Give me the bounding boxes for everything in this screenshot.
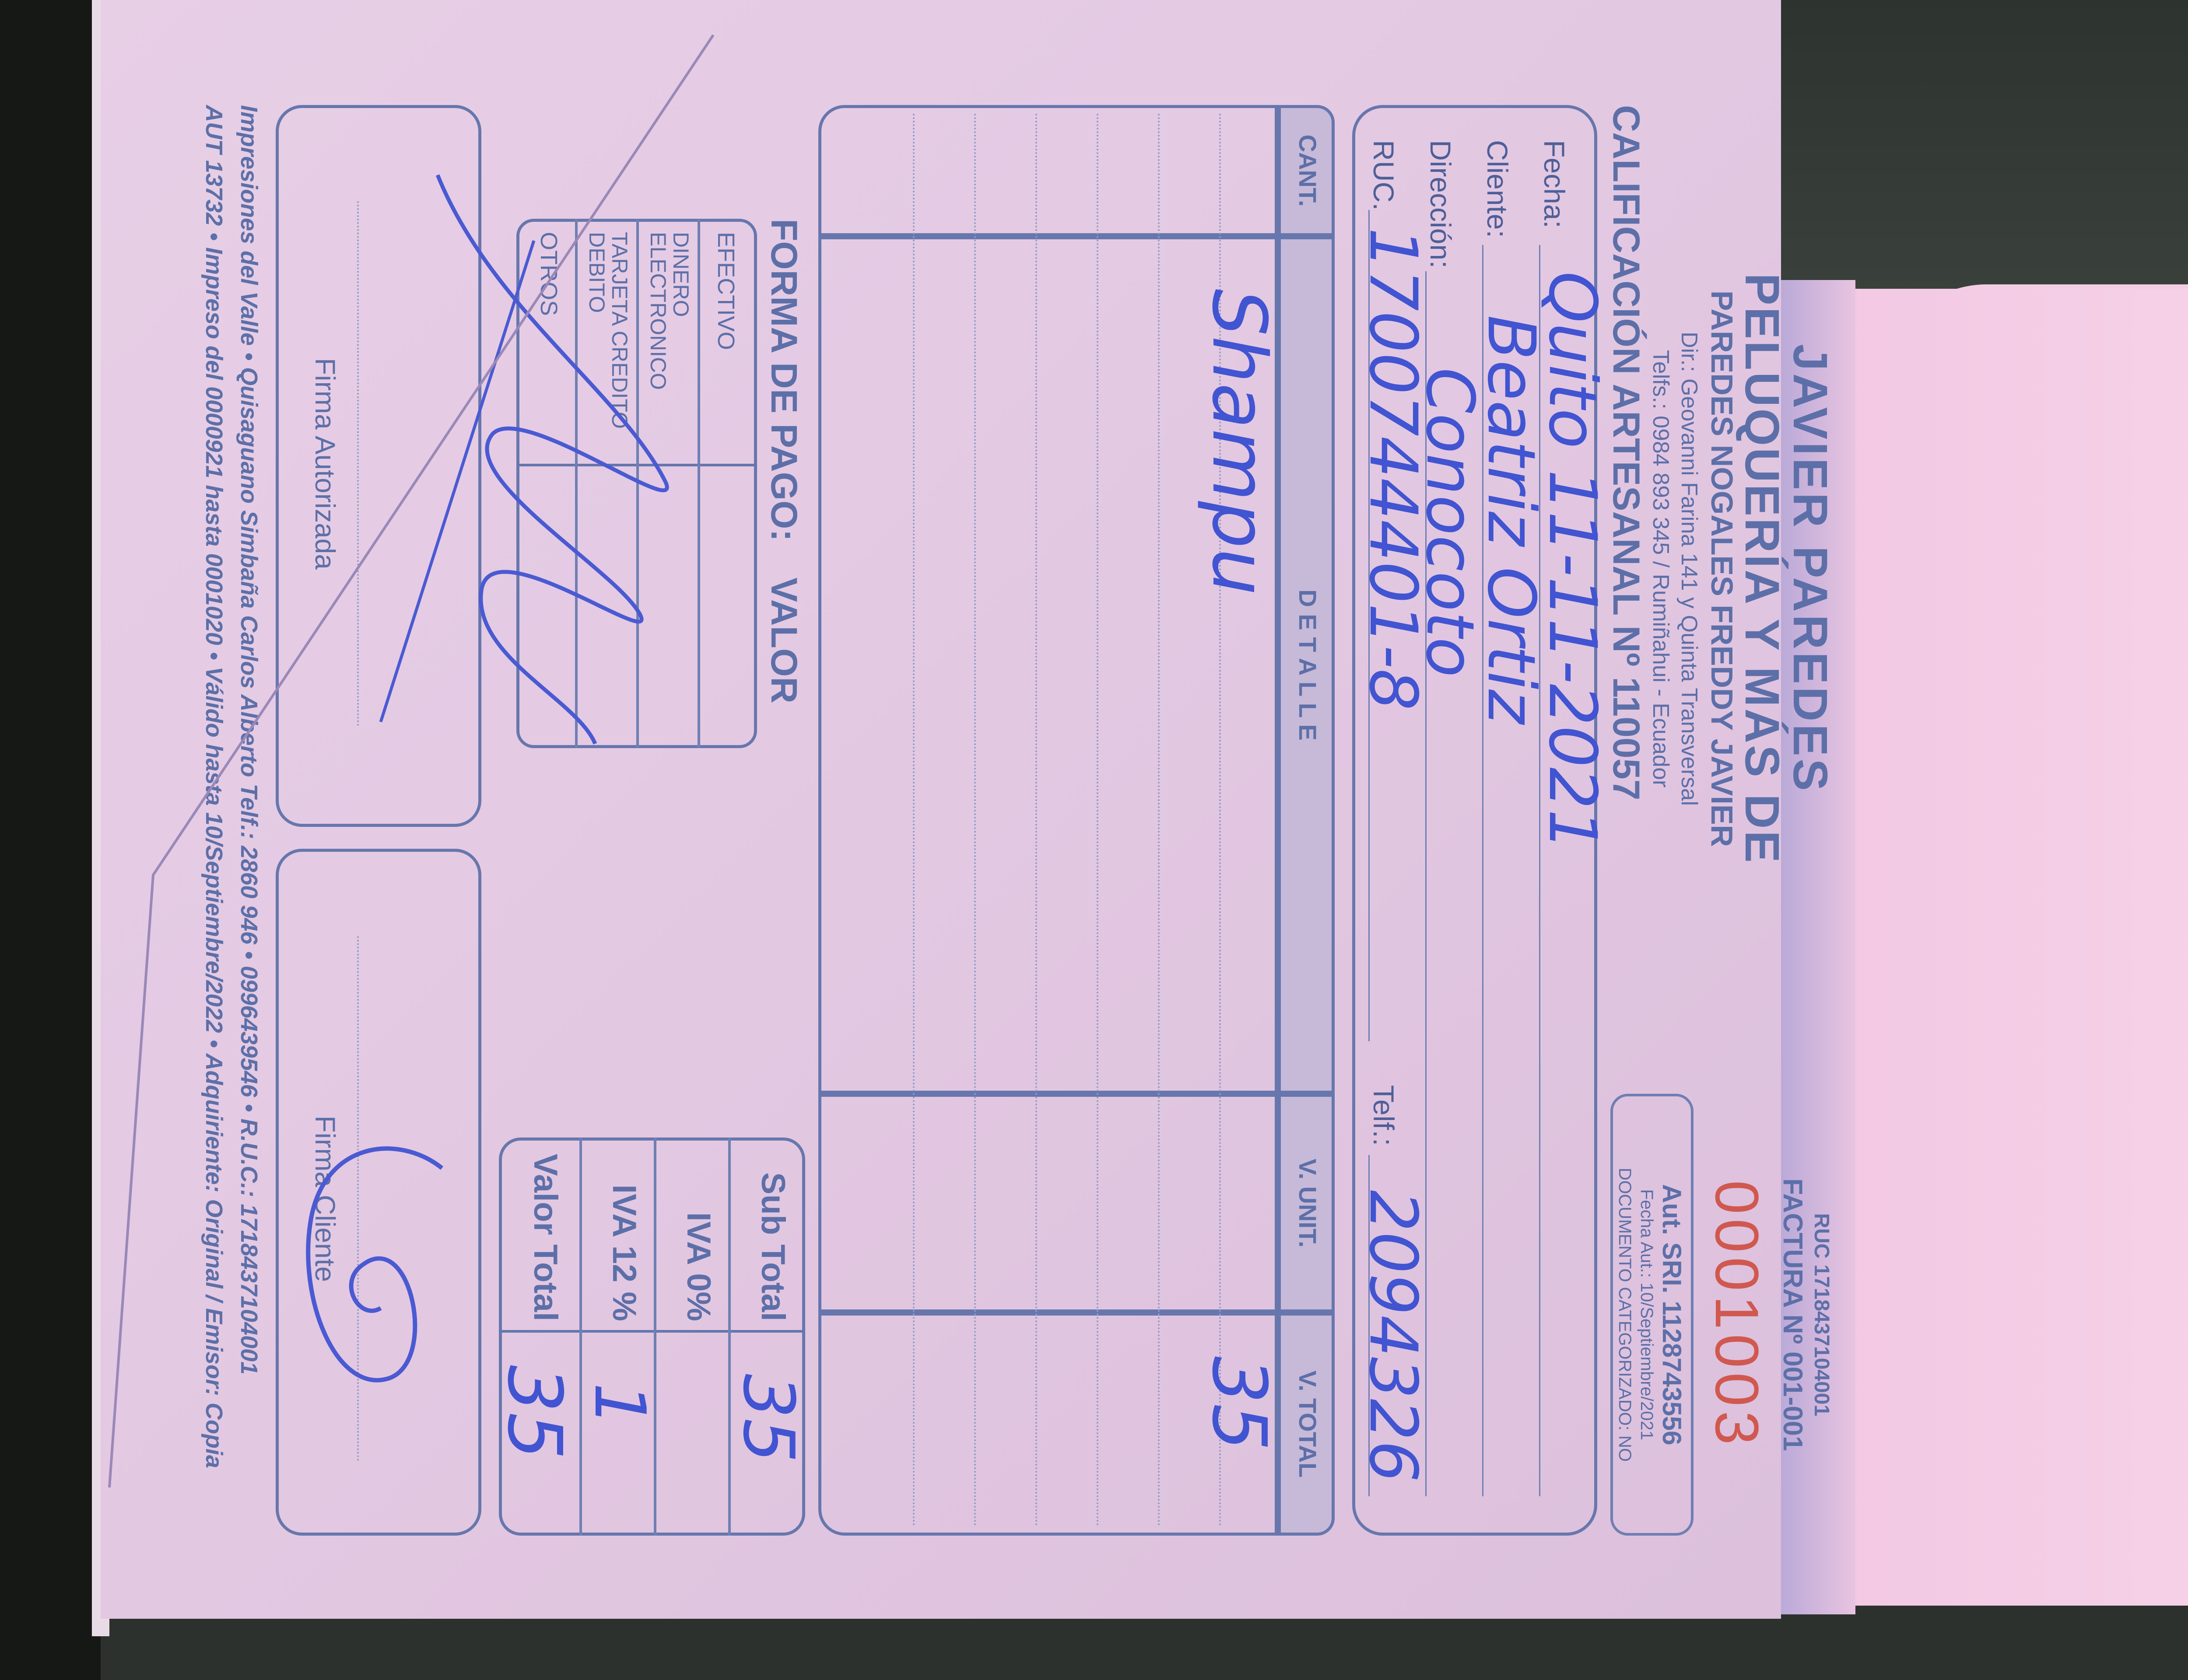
telf-value: 2094326 [1355, 1190, 1431, 1483]
firma-autorizada-label: Firma Autorizada [309, 358, 341, 570]
iva0-label: IVA 0% [680, 1212, 717, 1321]
row-line-5 [974, 114, 976, 1527]
valortotal-label: Valor Total [527, 1154, 564, 1321]
cliente-label: Cliente: [1481, 140, 1514, 238]
row-line-6 [913, 114, 915, 1527]
fecha-value: Quito 11-11-2021 [1534, 271, 1610, 851]
fecha-label: Fecha: [1538, 140, 1571, 228]
subtotal-label: Sub Total [754, 1172, 792, 1321]
subtotal-value: 35 [728, 1374, 810, 1463]
business-line2: PELUQUERÍA Y MÁS DE [1735, 273, 1789, 864]
ruc-value: 1700744401-8 [1355, 228, 1431, 710]
row-line-4 [1035, 114, 1037, 1527]
iva12-label: IVA 12 % [606, 1184, 643, 1321]
payment-valor-label: VALOR [764, 578, 805, 704]
fecha-aut: Fecha Aut.: 10/Septiembre/2021 [1637, 1189, 1656, 1440]
header-detalle: D E T A L L E [1278, 236, 1335, 1094]
documento-categorizado: DOCUMENTO CATEGORIZADO: NO [1615, 1168, 1634, 1462]
payment-dinero: DINERO ELECTRONICO [646, 232, 693, 390]
business-address: Dir.: Geovanni Farina 141 y Quinta Transversal [1676, 332, 1702, 806]
calificacion-artesanal: CALIFICACIÓN ARTESANAL Nº 110057 [1605, 105, 1647, 801]
business-phones: Telfs.: 0984 893 345 / Rumiñahui - Ecuador [1648, 350, 1673, 788]
items-table [818, 105, 1335, 1536]
fold-crease [101, 0, 757, 1619]
ruc-label: RUC. [1368, 140, 1400, 211]
col-vunit [818, 1094, 1278, 1312]
payment-efectivo: EFECTIVO [713, 232, 739, 350]
footer-line1: Impresiones del Valle • Quisaguano Simbaña Carlos Alberto Telf.: 2860 946 • 0996439546 • R.U.C.: 1718437104001 [236, 105, 262, 1375]
payment-otros: OTROS [536, 232, 562, 316]
item-detail: Shampu [1196, 289, 1282, 596]
iva12-value: 1 [579, 1382, 661, 1427]
payment-tarjeta: TARJETA CREDITO DEBITO [585, 232, 632, 429]
header-vtotal: V. TOTAL [1278, 1312, 1335, 1536]
invoice-number: 0001003 [1703, 1180, 1771, 1449]
invoice-title: FACTURA Nº 001-001 [1778, 1178, 1808, 1451]
background-left [0, 0, 101, 1680]
aut-sri: Aut. SRI. 1128743556 [1657, 1184, 1687, 1446]
fold-crease-line [109, 35, 713, 1488]
header-cant: CANT. [1278, 105, 1335, 236]
item-total: 35 [1196, 1356, 1282, 1451]
firma-cliente-label: Firma Cliente [309, 1115, 341, 1282]
row-line-3 [1097, 114, 1098, 1527]
footer-line2: AUT 13732 • Impreso del 0000921 hasta 0001020 • Válido hasta 10/Septiembre/2022 • Adquiriente: Original / Emisor: Copia [201, 105, 227, 1468]
direccion-value: Conocoto [1412, 368, 1488, 678]
cliente-value: Beatriz Ortiz [1473, 315, 1549, 724]
invoice-number-box [1588, 1094, 1834, 1536]
invoice-sheet [101, 0, 1837, 1619]
direccion-label: Dirección: [1424, 140, 1457, 269]
owner-name: PAREDES NOGALES FREDDY JAVIER [1705, 290, 1739, 847]
business-name: JAVIER PAREDES [1783, 344, 1837, 794]
telf-label: Telf.: [1368, 1085, 1400, 1146]
valortotal-value: 35 [491, 1365, 578, 1460]
row-line-2 [1158, 114, 1160, 1527]
payment-title: FORMA DE PAGO: [764, 219, 805, 542]
issuer-ruc: RUC 1718437104001 [1810, 1213, 1833, 1417]
header-vunit: V. UNIT. [1278, 1094, 1335, 1312]
col-cant [818, 105, 1278, 236]
